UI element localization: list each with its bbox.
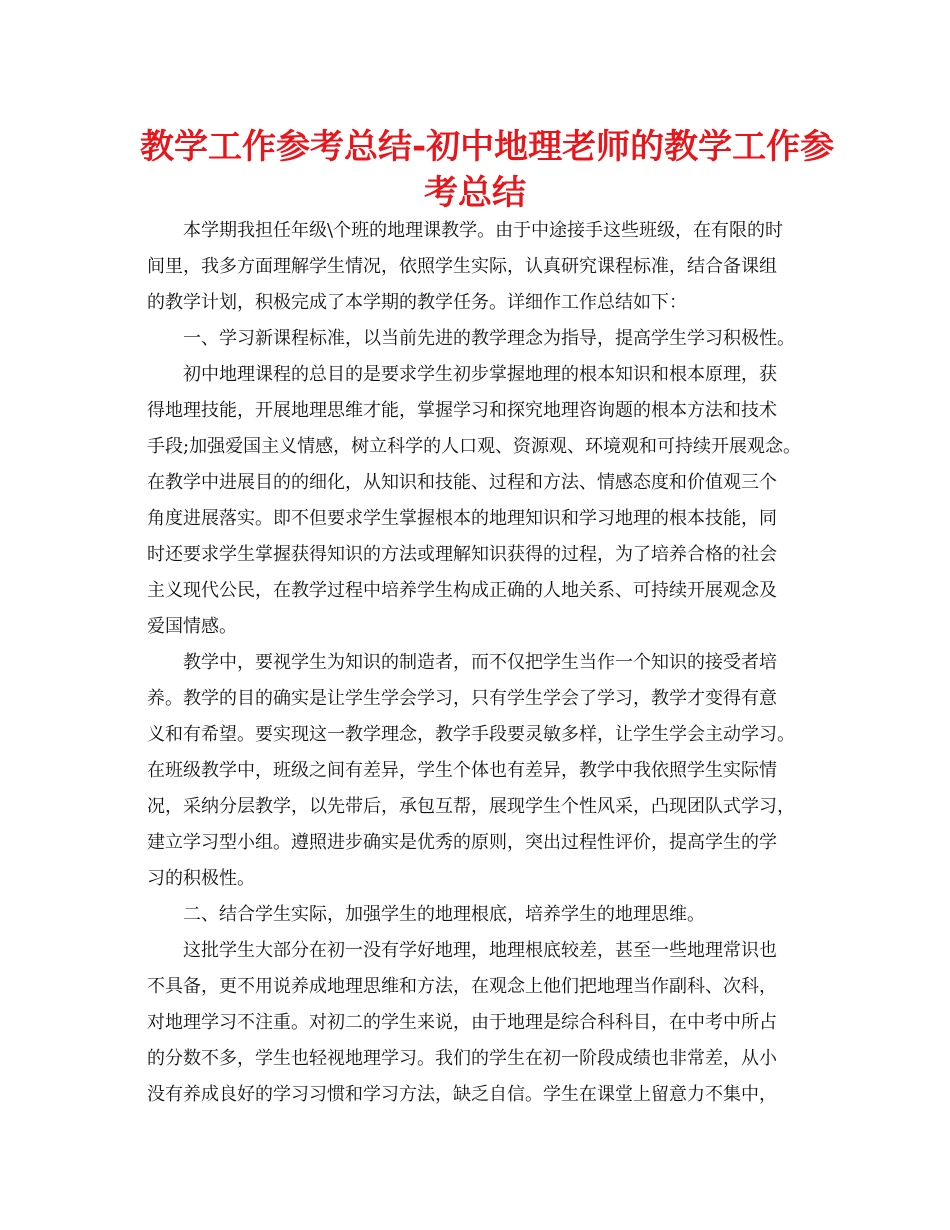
body-line: 的教学计划，积极完成了本学期的教学任务。详细作工作总结如下： — [147, 292, 687, 313]
body-line: 义和有希望。要实现这一教学理念，教学手段要灵敏多样，让学生学会主动学习。 — [147, 724, 795, 745]
body-line: 得地理技能，开展地理思维才能，掌握学习和探究地理咨询题的根本方法和技术 — [147, 400, 777, 421]
body-line: 爱国情感。 — [147, 616, 237, 637]
body-line: 的分数不多，学生也轻视地理学习。我们的学生在初一阶段成绩也非常差，从小 — [147, 1048, 777, 1069]
body-line: 手段;加强爱国主义情感，树立科学的人口观、资源观、环境观和可持续开展观念。 — [147, 436, 802, 457]
body-line: 角度进展落实。即不但要求学生掌握根本的地理知识和学习地理的根本技能，同 — [147, 508, 777, 529]
body-line: 本学期我担任年级\个班的地理课教学。由于中途接手这些班级，在有限的时 — [183, 220, 784, 241]
body-line: 不具备，更不用说养成地理思维和方法，在观念上他们把地理当作副科、次科， — [147, 976, 777, 997]
body-line: 对地理学习不注重。对初二的学生来说，由于地理是综合科科目，在中考中所占 — [147, 1012, 777, 1033]
body-line: 主义现代公民，在教学过程中培养学生构成正确的人地关系、可持续开展观念及 — [147, 580, 777, 601]
document-title-line-2: 考总结 — [424, 173, 526, 213]
body-line: 教学中，要视学生为知识的制造者，而不仅把学生当作一个知识的接受者培 — [183, 652, 777, 673]
body-line: 这批学生大部分在初一没有学好地理，地理根底较差，甚至一些地理常识也 — [183, 940, 777, 961]
body-line: 建立学习型小组。遵照进步确实是优秀的原则，突出过程性评价，提高学生的学 — [147, 832, 777, 853]
body-line: 在教学中进展目的的细化，从知识和技能、过程和方法、情感态度和价值观三个 — [147, 472, 777, 493]
body-line: 习的积极性。 — [147, 868, 255, 889]
body-line: 初中地理课程的总目的是要求学生初步掌握地理的根本知识和根本原理，获 — [183, 364, 777, 385]
body-line: 况，采纳分层教学，以先带后，承包互帮，展现学生个性风采，凸现团队式学习， — [147, 796, 795, 817]
section-heading-1: 一、学习新课程标准，以当前先进的教学理念为指导，提高学生学习积极性。 — [183, 328, 795, 349]
body-line: 时还要求学生掌握获得知识的方法或理解知识获得的过程，为了培养合格的社会 — [147, 544, 777, 565]
body-line: 养。教学的目的确实是让学生学会学习，只有学生学会了学习，教学才变得有意 — [147, 688, 777, 709]
body-line: 间里，我多方面理解学生情况，依照学生实际，认真研究课程标准，结合备课组 — [147, 256, 777, 277]
body-line: 在班级教学中，班级之间有差异，学生个体也有差异，教学中我依照学生实际情 — [147, 760, 777, 781]
body-line: 没有养成良好的学习习惯和学习方法，缺乏自信。学生在课堂上留意力不集中， — [147, 1084, 777, 1105]
section-heading-2: 二、结合学生实际，加强学生的地理根底，培养学生的地理思维。 — [183, 904, 705, 925]
document-title-line-1: 教学工作参考总结-初中地理老师的教学工作参 — [140, 127, 835, 167]
